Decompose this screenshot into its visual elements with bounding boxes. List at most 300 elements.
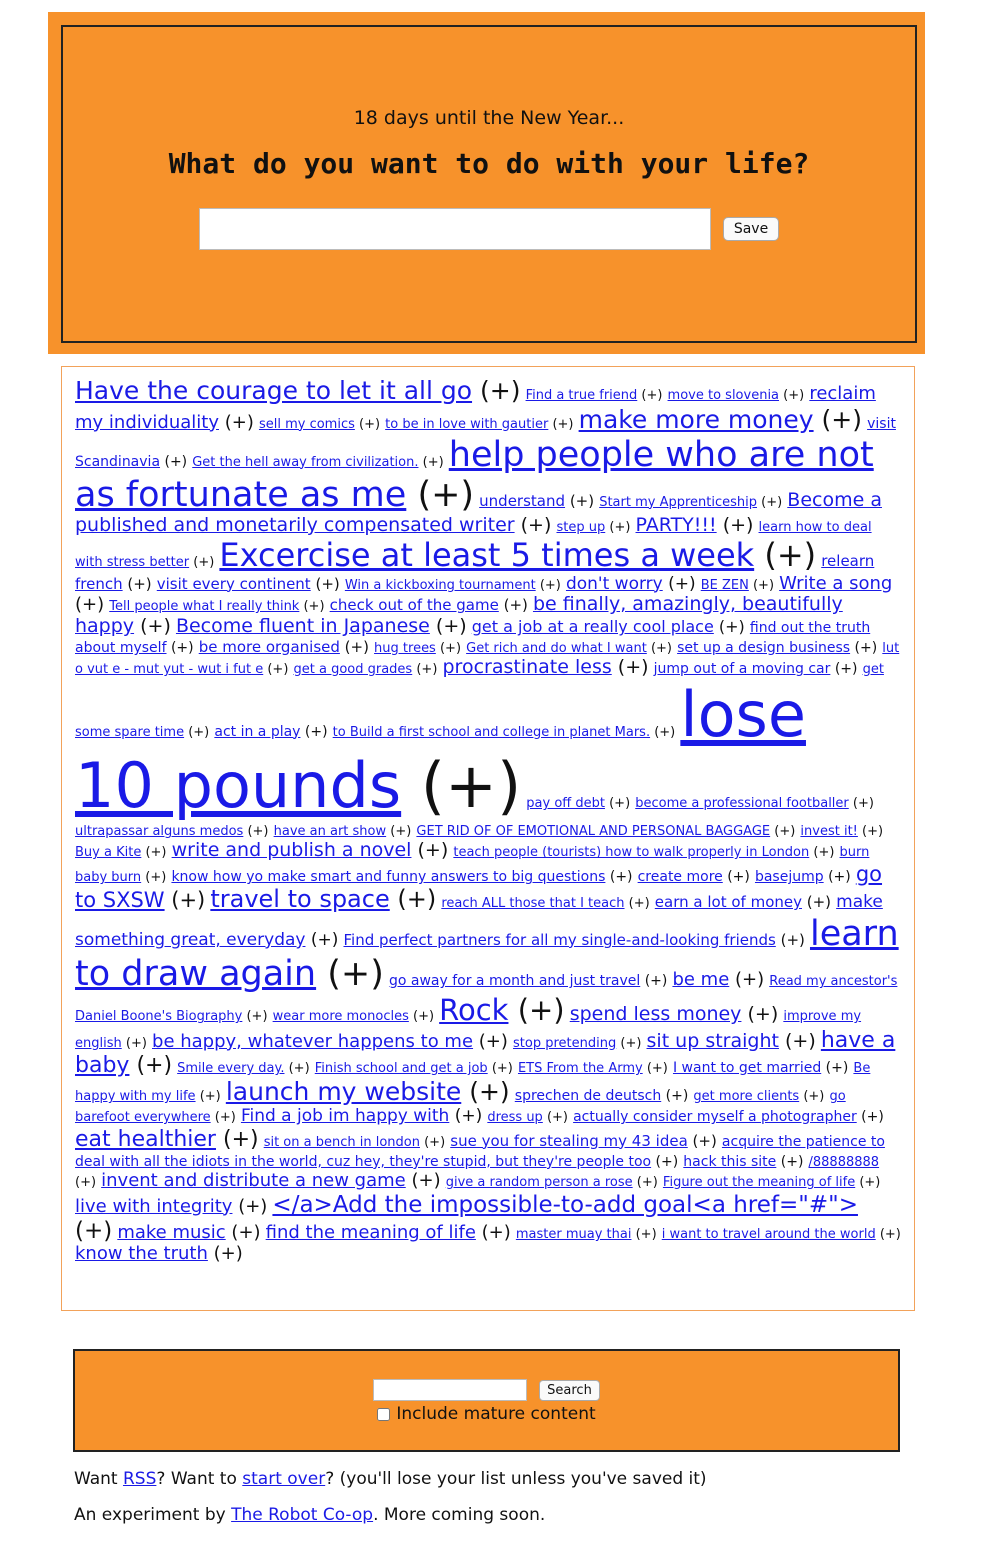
goal-link[interactable]: Excercise at least 5 times a week	[219, 535, 755, 574]
goal-link[interactable]: I want to get married	[672, 1060, 822, 1077]
goal-item	[701, 578, 774, 593]
add-goal-button[interactable]: (+)	[609, 796, 631, 812]
goal-link[interactable]: move to slovenia	[667, 388, 780, 403]
add-goal-button[interactable]: (+)	[655, 1153, 679, 1170]
goal-item	[374, 641, 461, 656]
add-goal-button[interactable]: (+)	[344, 638, 369, 657]
goal-item	[219, 536, 816, 574]
add-goal-button[interactable]: (+)	[359, 416, 381, 432]
goal-item	[672, 969, 764, 990]
add-goal-button[interactable]: (+)	[491, 1061, 513, 1077]
search-panel	[73, 1349, 900, 1452]
goal-item	[453, 845, 834, 860]
goal-item	[673, 1060, 848, 1076]
goal-item	[294, 662, 438, 677]
goal-link[interactable]: go barefoot everywhere	[75, 1089, 846, 1126]
goal-link[interactable]: be more organised	[198, 638, 340, 657]
goal-link[interactable]: Finish school and get a job	[314, 1061, 488, 1077]
goal-item	[472, 617, 745, 636]
goal-link[interactable]: get more clients	[693, 1089, 800, 1105]
goal-item	[513, 1036, 641, 1051]
add-goal-button[interactable]: (+)	[417, 474, 475, 515]
goal-link[interactable]: eat healthier	[75, 1126, 216, 1152]
add-goal-button[interactable]: (+)	[854, 640, 878, 657]
goal-item	[210, 885, 436, 913]
add-goal-button[interactable]: (+)	[310, 929, 339, 950]
goal-link[interactable]: be happy, whatever happens to me	[152, 1030, 474, 1052]
goal-item	[157, 575, 340, 593]
goal-item	[75, 845, 167, 860]
goal-link[interactable]: basejump	[754, 869, 824, 886]
add-goal-button[interactable]: (+)	[727, 869, 750, 886]
goal-item	[176, 615, 467, 637]
goal-item	[177, 1061, 310, 1076]
goal-entry-panel	[48, 12, 925, 354]
add-goal-button[interactable]: (+)	[785, 1029, 816, 1052]
add-goal-button[interactable]: (+)	[636, 1174, 658, 1190]
goal-link[interactable]: become a professional footballer	[635, 796, 849, 812]
add-goal-button[interactable]: (+)	[390, 824, 412, 840]
search-row	[75, 1379, 898, 1401]
goal-item	[755, 869, 851, 885]
goal-item	[479, 492, 594, 510]
add-goal-button[interactable]: (+)	[861, 1109, 884, 1126]
add-goal-button[interactable]: (+)	[222, 1126, 259, 1152]
goal-item	[466, 641, 672, 656]
add-goal-button[interactable]: (+)	[665, 1088, 689, 1105]
add-goal-button[interactable]: (+)	[735, 969, 765, 991]
goal-link[interactable]: Be happy with my life	[75, 1061, 871, 1105]
goal-link[interactable]: visit Scandinavia	[75, 415, 896, 470]
goal-link[interactable]: invent and distribute a new game	[101, 1169, 406, 1191]
goal-link[interactable]: have an art show	[273, 824, 387, 840]
add-goal-button[interactable]: (+)	[764, 535, 817, 574]
goal-item	[635, 796, 874, 811]
goal-item	[109, 599, 324, 614]
goal-item	[199, 638, 369, 656]
add-goal-button[interactable]: (+)	[761, 494, 783, 510]
goal-item	[75, 1196, 267, 1217]
add-goal-button[interactable]: (+)	[267, 661, 289, 677]
goal-link[interactable]: travel to space	[210, 885, 390, 914]
goal-cloud	[75, 377, 902, 1265]
add-goal-button[interactable]: (+)	[411, 1169, 441, 1191]
add-goal-button[interactable]: (+)	[722, 514, 754, 536]
goal-item	[663, 1175, 880, 1190]
goal-item	[446, 1175, 658, 1190]
goal-item	[101, 1170, 440, 1191]
goal-link[interactable]: be me	[672, 969, 730, 991]
goal-item	[662, 1227, 901, 1242]
goal-item	[343, 931, 804, 949]
goal-item	[274, 824, 412, 839]
add-goal-button[interactable]: (+)	[718, 617, 745, 637]
goal-item	[439, 993, 564, 1027]
goal-item	[638, 869, 750, 885]
goal-item	[330, 596, 528, 614]
goal-item	[570, 1003, 779, 1025]
goal-item	[266, 1222, 511, 1243]
save-button[interactable]: Save	[723, 217, 779, 241]
goal-link[interactable]: Get the hell away from civilization.	[192, 454, 419, 470]
goal-link[interactable]: dress up	[487, 1110, 543, 1126]
goal-link[interactable]: Find a true friend	[525, 388, 638, 403]
add-goal-button[interactable]: (+)	[825, 1060, 849, 1077]
goal-form	[63, 208, 915, 250]
goal-link[interactable]: visit every continent	[156, 574, 311, 593]
add-goal-button[interactable]: (+)	[774, 824, 796, 840]
goal-item	[226, 1077, 510, 1106]
goal-link[interactable]: sit on a bench in london	[263, 1134, 420, 1150]
add-goal-button[interactable]: (+)	[813, 845, 835, 861]
add-goal-button[interactable]: (+)	[454, 1106, 483, 1127]
goal-item	[385, 417, 573, 432]
goal-link[interactable]: learn to draw again	[75, 913, 899, 995]
goal-item	[579, 405, 862, 434]
goal-item	[487, 1110, 568, 1125]
goal-link[interactable]: write and publish a novel	[171, 839, 412, 862]
goal-link[interactable]: </a>Add the impossible-to-add goal<a href="#">	[272, 1191, 858, 1218]
goal-link[interactable]: Have the courage to let it all go	[75, 376, 473, 405]
add-goal-button[interactable]: (+)	[469, 1077, 510, 1107]
add-goal-button[interactable]: (+)	[620, 1035, 642, 1051]
goal-link[interactable]: reach ALL those that I teach	[441, 896, 625, 912]
add-goal-button[interactable]: (+)	[75, 1218, 113, 1244]
goal-item	[599, 495, 782, 510]
add-goal-button[interactable]: (+)	[397, 885, 437, 914]
add-goal-button[interactable]: (+)	[520, 514, 552, 536]
goal-link[interactable]: make something great, everyday	[75, 892, 883, 950]
goal-item	[526, 796, 630, 811]
goal-item	[333, 725, 676, 740]
goal-link[interactable]: Start my Apprenticeship	[599, 494, 757, 510]
goal-link[interactable]: check out of the game	[329, 596, 499, 615]
add-goal-button[interactable]: (+)	[315, 574, 340, 593]
goal-link[interactable]: go away for a month and just travel	[388, 973, 641, 990]
goal-link[interactable]: burn baby burn	[75, 845, 870, 886]
goal-link[interactable]: ETS From the Army	[517, 1061, 643, 1077]
add-goal-button[interactable]: (+)	[668, 573, 696, 594]
goal-link[interactable]: have a baby	[75, 1027, 896, 1079]
add-goal-button[interactable]: (+)	[199, 1089, 221, 1105]
goal-link[interactable]: make music	[117, 1222, 226, 1243]
page-title: What do you want to do with your life?	[168, 147, 810, 180]
goal-item	[526, 388, 663, 403]
goal-link[interactable]: be finally, amazingly, beautifully happy	[75, 593, 843, 638]
goal-link[interactable]: teach people (tourists) how to walk properly in London	[453, 845, 810, 861]
add-goal-button[interactable]: (+)	[641, 388, 663, 403]
goal-link[interactable]: Become a published and monetarily compensated writer	[75, 488, 882, 536]
goal-link[interactable]: know the truth	[75, 1243, 208, 1265]
add-goal-button[interactable]: (+)	[517, 993, 565, 1028]
add-goal-button[interactable]: (+)	[852, 796, 874, 812]
goal-link[interactable]: BE ZEN	[700, 577, 749, 593]
goal-link[interactable]: acquire the patience to deal with all the idiots in the world, cuz hey, they're stupid, but they're people too	[75, 1133, 885, 1170]
goal-item	[259, 417, 380, 432]
add-goal-button[interactable]: (+)	[747, 1003, 779, 1026]
goal-link[interactable]: understand	[479, 491, 566, 510]
goal-link[interactable]: wear more monocles	[272, 1009, 409, 1025]
goal-link[interactable]: stop pretending	[513, 1035, 617, 1051]
goal-link[interactable]: launch my website	[225, 1077, 462, 1107]
goal-item	[566, 574, 696, 594]
add-goal-button[interactable]: (+)	[327, 954, 384, 995]
add-goal-button[interactable]: (+)	[75, 594, 105, 616]
goal-link[interactable]: sit up straight	[646, 1029, 779, 1052]
add-goal-button[interactable]: (+)	[125, 1035, 147, 1051]
add-goal-button[interactable]: (+)	[231, 1222, 261, 1243]
goal-item	[214, 724, 327, 740]
goal-link[interactable]: find out the truth about myself	[75, 620, 871, 657]
goal-entry-frame	[61, 25, 917, 343]
goal-item	[75, 376, 520, 405]
goal-link[interactable]: Find perfect partners for all my single-and-looking friends	[343, 930, 776, 949]
mature-content-label[interactable]: Include mature content	[396, 1404, 596, 1424]
goal-item	[573, 1109, 884, 1125]
add-goal-button[interactable]: (+)	[136, 1053, 173, 1079]
goal-item	[655, 893, 831, 911]
add-goal-button[interactable]: (+)	[879, 1227, 901, 1242]
goal-cloud-box	[61, 366, 915, 1311]
goal-link[interactable]: go to SXSW	[75, 862, 883, 913]
start-over-link[interactable]: start over	[242, 1469, 326, 1489]
goal-link[interactable]: help people who are not as fortunate as me	[75, 434, 874, 515]
goal-link[interactable]: pay off debt	[526, 796, 605, 812]
footer-text: ? (you'll lose your list unless you've saved it)	[325, 1469, 707, 1489]
goal-link[interactable]: learn how to deal with stress better	[75, 520, 872, 570]
goal-item	[636, 514, 754, 536]
add-goal-button[interactable]: (+)	[552, 416, 574, 432]
goal-item	[75, 824, 269, 839]
add-goal-button[interactable]: (+)	[834, 660, 858, 677]
goal-link[interactable]: Become fluent in Japanese	[175, 615, 430, 638]
goal-item	[152, 1031, 508, 1052]
add-goal-button[interactable]: (+)	[609, 520, 631, 535]
robot-coop-link[interactable]: The Robot Co-op	[231, 1505, 374, 1525]
footer-text: Want	[74, 1469, 123, 1489]
add-goal-button[interactable]: (+)	[213, 1243, 243, 1265]
add-goal-button[interactable]: (+)	[127, 574, 152, 593]
add-goal-button[interactable]: (+)	[480, 376, 521, 405]
goal-link[interactable]: make more money	[578, 404, 814, 434]
add-goal-button[interactable]: (+)	[75, 1174, 97, 1190]
goal-link[interactable]: to Build a first school and college in planet Mars.	[332, 724, 651, 740]
add-goal-button[interactable]: (+)	[145, 870, 167, 886]
goal-link[interactable]: procrastinate less	[442, 655, 612, 678]
goal-item	[443, 656, 649, 678]
goal-link[interactable]: get a good grades	[293, 661, 413, 677]
goal-link[interactable]: GET RID OF OF EMOTIONAL AND PERSONAL BAGGAGE	[416, 824, 771, 840]
goal-item	[192, 455, 443, 470]
goal-link[interactable]: Write a song	[779, 572, 893, 594]
goal-link[interactable]: Find a job im happy with	[240, 1106, 450, 1127]
mature-content-row	[75, 1404, 898, 1424]
goal-item	[172, 839, 449, 861]
goal-link[interactable]: Win a kickboxing tournament	[344, 577, 536, 593]
goal-input[interactable]	[199, 208, 711, 250]
add-goal-button[interactable]: (+)	[424, 1134, 446, 1150]
goal-link[interactable]: to be in love with gautier	[385, 416, 549, 432]
add-goal-button[interactable]: (+)	[692, 1131, 717, 1150]
add-goal-button[interactable]: (+)	[862, 824, 884, 840]
goal-link[interactable]: /88888888	[808, 1154, 880, 1170]
add-goal-button[interactable]: (+)	[780, 1153, 804, 1170]
add-goal-button[interactable]: (+)	[617, 655, 649, 678]
add-goal-button[interactable]: (+)	[224, 411, 254, 433]
add-goal-button[interactable]: (+)	[609, 869, 633, 886]
footer-credit-line	[74, 1505, 545, 1525]
goal-item	[441, 896, 649, 911]
goal-item	[647, 1030, 816, 1052]
goal-link[interactable]: actually consider myself a photographer	[573, 1109, 857, 1126]
add-goal-button[interactable]: (+)	[803, 1089, 825, 1105]
add-goal-button[interactable]: (+)	[304, 723, 328, 740]
add-goal-button[interactable]: (+)	[422, 454, 444, 470]
add-goal-button[interactable]: (+)	[214, 1110, 236, 1126]
footer-rss-line	[74, 1469, 707, 1489]
goal-link[interactable]: i want to travel around the world	[661, 1227, 876, 1242]
goal-link[interactable]: Read my ancestor's Daniel Boone's Biography	[75, 974, 898, 1025]
goal-link[interactable]: get some spare time	[75, 661, 884, 740]
search-button[interactable]: Search	[539, 1380, 600, 1401]
new-year-countdown: 18 days until the New Year...	[353, 107, 625, 129]
add-goal-button[interactable]: (+)	[145, 845, 167, 861]
footer-text: ? Want to	[156, 1469, 243, 1489]
add-goal-button[interactable]: (+)	[503, 596, 528, 615]
goal-link[interactable]: Figure out the meaning of life	[662, 1174, 856, 1190]
goal-link[interactable]: Tell people what I really think	[109, 599, 300, 615]
goal-link[interactable]: lut o vut e - mut yut - wut i fut e	[75, 641, 900, 677]
add-goal-button[interactable]: (+)	[188, 724, 210, 740]
goal-link[interactable]: Smile every day.	[177, 1061, 285, 1077]
goal-link[interactable]: hack this site	[683, 1153, 777, 1170]
add-goal-button[interactable]: (+)	[569, 491, 595, 510]
goal-item	[518, 1061, 668, 1076]
add-goal-button[interactable]: (+)	[539, 577, 561, 593]
goal-item	[117, 1222, 260, 1243]
goal-item	[668, 388, 805, 403]
goal-link[interactable]: PARTY!!!	[635, 514, 717, 536]
goal-link[interactable]: don't worry	[565, 573, 663, 594]
add-goal-button[interactable]: (+)	[193, 554, 215, 570]
add-goal-button[interactable]: (+)	[303, 599, 325, 615]
add-goal-button[interactable]: (+)	[439, 641, 462, 657]
goal-item	[683, 1154, 803, 1170]
footer-text: . More coming soon.	[373, 1505, 546, 1525]
add-goal-button[interactable]: (+)	[654, 724, 676, 740]
add-goal-button[interactable]: (+)	[164, 453, 188, 470]
goal-item	[264, 1135, 445, 1150]
goal-link[interactable]: Buy a Kite	[75, 845, 142, 861]
add-goal-button[interactable]: (+)	[650, 641, 672, 657]
goal-link[interactable]: improve my english	[75, 1009, 862, 1051]
goal-link[interactable]: relearn french	[75, 551, 875, 593]
mature-content-checkbox[interactable]	[377, 1408, 390, 1421]
goal-link[interactable]: create more	[637, 869, 723, 886]
add-goal-button[interactable]: (+)	[806, 893, 832, 912]
add-goal-button[interactable]: (+)	[478, 1030, 508, 1052]
goal-link[interactable]: Rock	[439, 993, 509, 1028]
goal-link[interactable]: hug trees	[374, 641, 436, 657]
goal-link[interactable]: know how yo make smart and funny answers to big questions	[171, 869, 606, 886]
add-goal-button[interactable]: (+)	[828, 869, 851, 886]
goal-link[interactable]: reclaim my individuality	[75, 383, 876, 433]
add-goal-button[interactable]: (+)	[752, 577, 775, 593]
add-goal-button[interactable]: (+)	[628, 896, 650, 912]
goal-link[interactable]: master muay thai	[515, 1227, 632, 1242]
add-goal-button[interactable]: (+)	[413, 1009, 435, 1025]
add-goal-button[interactable]: (+)	[416, 661, 438, 677]
goal-link[interactable]: sprechen de deutsch	[514, 1088, 662, 1105]
add-goal-button[interactable]: (+)	[140, 615, 171, 638]
goal-link[interactable]: lose 10 pounds	[75, 677, 806, 823]
search-input[interactable]	[373, 1379, 527, 1401]
add-goal-button[interactable]: (+)	[821, 404, 862, 434]
goal-link[interactable]: jump out of a moving car	[653, 660, 831, 677]
add-goal-button[interactable]: (+)	[247, 824, 269, 840]
goal-item	[315, 1061, 513, 1076]
add-goal-button[interactable]: (+)	[435, 615, 467, 638]
goal-item	[416, 824, 795, 839]
goal-link[interactable]: ultrapassar alguns medos	[75, 824, 244, 840]
goal-link[interactable]: earn a lot of money	[654, 893, 802, 912]
goal-item	[654, 661, 858, 677]
goal-item	[75, 1127, 259, 1152]
goal-item	[75, 1243, 243, 1264]
goal-link[interactable]: Get rich and do what I want	[466, 641, 647, 657]
add-goal-button[interactable]: (+)	[635, 1227, 657, 1242]
add-goal-button[interactable]: (+)	[420, 749, 522, 823]
add-goal-button[interactable]: (+)	[238, 1195, 268, 1217]
add-goal-button[interactable]: (+)	[170, 640, 194, 657]
goal-item	[516, 1227, 657, 1242]
goal-item	[171, 869, 632, 885]
add-goal-button[interactable]: (+)	[288, 1061, 310, 1077]
goal-link[interactable]: invest it!	[800, 824, 858, 840]
goal-link[interactable]: sue you for stealing my 43 idea	[450, 1131, 688, 1150]
add-goal-button[interactable]: (+)	[417, 839, 449, 862]
goal-item	[389, 973, 667, 989]
add-goal-button[interactable]: (+)	[859, 1174, 881, 1190]
goal-link[interactable]: live with integrity	[75, 1195, 233, 1217]
goal-link[interactable]: step up	[556, 520, 606, 535]
add-goal-button[interactable]: (+)	[171, 888, 206, 913]
goal-item	[677, 640, 877, 656]
add-goal-button[interactable]: (+)	[646, 1061, 668, 1077]
footer-text: An experiment by	[74, 1505, 232, 1525]
goal-link[interactable]: spend less money	[569, 1003, 742, 1026]
add-goal-button[interactable]: (+)	[481, 1222, 511, 1243]
add-goal-button[interactable]: (+)	[783, 388, 805, 403]
goal-link[interactable]: give a random person a rose	[445, 1174, 633, 1190]
add-goal-button[interactable]: (+)	[546, 1110, 568, 1126]
add-goal-button[interactable]: (+)	[644, 973, 668, 990]
goal-item	[556, 520, 630, 535]
goal-link[interactable]: set up a design business	[677, 640, 851, 657]
goal-link[interactable]: sell my comics	[258, 416, 355, 432]
goal-link[interactable]: act in a play	[214, 723, 301, 740]
goal-item	[273, 1009, 434, 1024]
goal-item	[693, 1089, 824, 1104]
goal-link[interactable]: get a job at a really cool place	[471, 617, 714, 637]
add-goal-button[interactable]: (+)	[246, 1009, 268, 1025]
goal-link[interactable]: find the meaning of life	[265, 1222, 476, 1243]
goal-item	[345, 578, 561, 593]
goal-item	[241, 1106, 482, 1126]
rss-link[interactable]: RSS	[122, 1469, 157, 1489]
goal-item	[450, 1132, 717, 1150]
add-goal-button[interactable]: (+)	[780, 930, 805, 949]
